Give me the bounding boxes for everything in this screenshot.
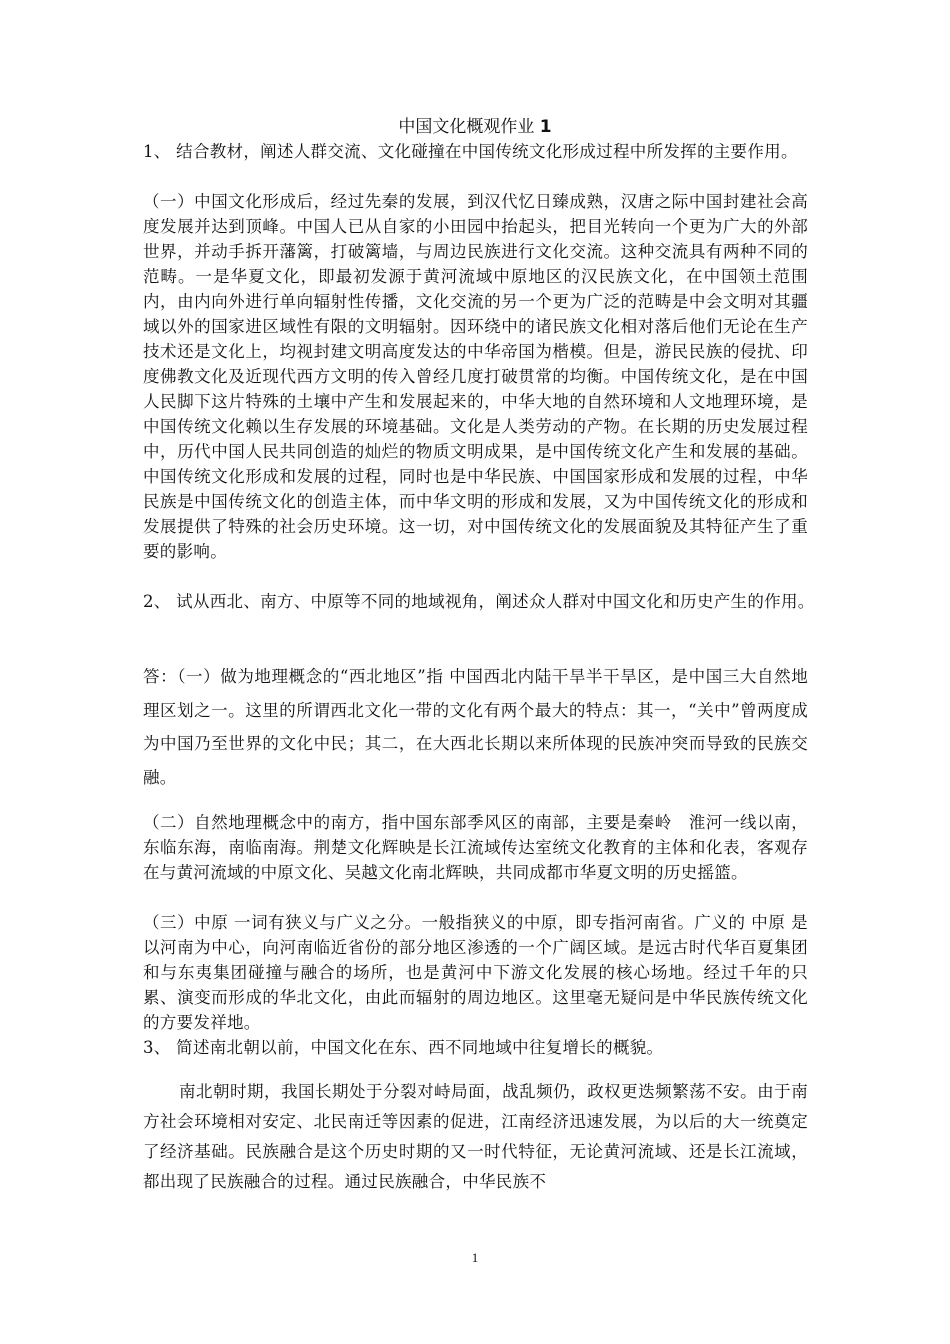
answer-2-central-plains: （三）中原 一词有狭义与广义之分。一般指狭义的中原，即专指河南省。广义的 中原 是以河南为中心，向河南临近省份的部分地区渗透的一个广阔区域。是远古时代华百夏集团和与东夷集团碰撞与融合的场所，也是黄河中下游文化发展的核心场地。经过千年的只累、演变而形成的华北文化，由此而辐射的周边地区。这里毫无疑问是中华民族传统文化的方要发祥地。 <box>143 913 808 1032</box>
question-3: 3、 简述南北朝以前，中国文化在东、西不同地域中往复增长的概貌。 <box>143 1038 664 1057</box>
page-number: 1 <box>471 1250 479 1265</box>
answer-1: （一）中国文化形成后，经过先秦的发展，到汉代忆日臻成熟，汉唐之际中国封建社会高度发展并达到顶峰。中国人已从自家的小田园中抬起头，把目光转向一个更为广大的外部世界，并动手拆开藩篱，打破篱墙，与周边民族进行文化交流。这种交流具有两种不同的范畴。一是华夏文化，即最初发源于黄河流域中原地区的汉民族文化，在中国领土范围内，由内向外进行单向辐射性传播，文化交流的另一个更为广泛的范畴是中会文明对其疆域以外的国家进区域性有限的文明辐射。因环绕中的诸民族文化相对落后他们无论在生产技术还是文化上，均视封建文明高度发达的中华帝国为楷模。但是，游民民族的侵扰、印度佛教文化及近现代西方文明的传入曾经几度打破贯常的均衡。中国传统文化，是在中国人民脚下这片特殊的土壤中产生和发展起来的，中华大地的自然环境和人文地理环境，是中国传统文化赖以生存发展的环境基础。文化是人类劳动的产物。在长期的历史发展过程中，历代中国人民共同创造的灿烂的物质文明成果，是中国传统文化产生和发展的基础。中国传统文化形成和发展的过程，同时也是中华民族、中国国家形成和发展的过程，中华民族是中国传统文化的创造主体，而中华文明的形成和发展，又为中国传统文化的形成和发展提供了特殊的社会历史环境。这一切，对中国传统文化的发展面貌及其特征产生了重要的影响。 <box>143 192 808 561</box>
answer-3: 南北朝时期，我国长期处于分裂对峙局面，战乱频仍，政权更迭频繁荡不安。由于南方社会环境相对安定、北民南迁等因素的促进，江南经济迅速发展，为以后的大一统奠定了经济基础。民族融合是这个历史时期的又一时代特征，无论黄河流域、还是长江流域，都出现了民族融合的过程。通过民族融合，中华民族不 <box>143 1082 808 1191</box>
answer-2-northwest: 答：（一）做为地理概念的“西北地区”指 中国西北内陆干旱半干旱区，是中国三大自然地理区划之一。这里的所谓西北文化一带的文化有两个最大的特点：其一，“关中”曾两度成为中国乃至世界的文化中民；其二，在大西北长期以来所体现的民族冲突而导致的民族交融。 <box>143 667 808 787</box>
answer-2-south: （二）自然地理概念中的南方，指中国东部季风区的南部，主要是秦岭 淮河一线以南，东临东海，南临南海。荆楚文化辉映是长江流域传达室统文化教育的主体和化表，客观存在与黄河流域的中原文化、吴越文化南北辉映，共同成都市华夏文明的历史摇篮。 <box>143 813 808 882</box>
title-number: 1 <box>539 117 552 137</box>
document-title <box>0 114 950 140</box>
question-2: 2、 试从西北、南方、中原等不同的地域视角，阐述众人群对中国文化和历史产生的作用。 <box>143 592 815 611</box>
title-text: 中国文化概观作业 <box>398 117 535 137</box>
question-1: 1、 结合教材，阐述人群交流、文化碰撞在中国传统文化形成过程中所发挥的主要作用。 <box>143 142 798 161</box>
